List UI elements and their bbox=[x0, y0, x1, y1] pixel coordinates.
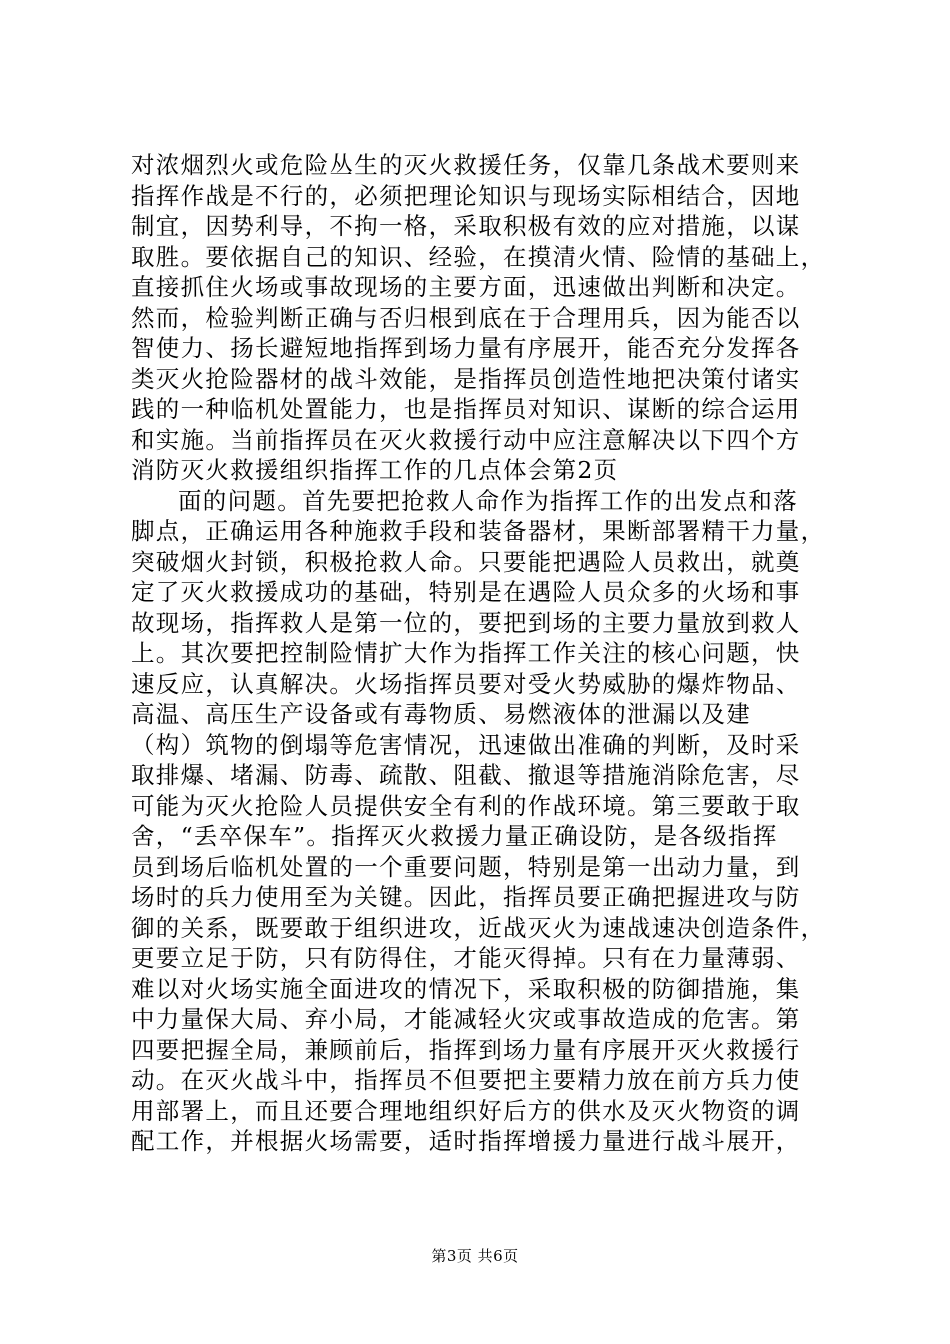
text-line: 御的关系，既要敢于组织进攻，近战灭火为速战速决创造条件， bbox=[131, 913, 826, 942]
text-line: 配工作，并根据火场需要，适时指挥增援力量进行战斗展开， bbox=[131, 1127, 801, 1155]
text-line: 中力量保大局、弃小局，才能减轻火灾或事故造成的危害。第 bbox=[131, 1005, 801, 1033]
text-line: 高温、高压生产设备或有毒物质、易燃液体的泄漏以及建 bbox=[131, 700, 751, 728]
text-line: 四要把握全局，兼顾前后，指挥到场力量有序展开灭火救援行 bbox=[131, 1035, 801, 1064]
document-body bbox=[131, 150, 826, 1157]
text-line: 速反应，认真解决。火场指挥员要对受火势威胁的爆炸物品、 bbox=[131, 669, 801, 698]
text-line: 可能为灭火抢险人员提供安全有利的作战环境。第三要敢于取 bbox=[131, 791, 801, 820]
text-line: 场时的兵力使用至为关键。因此，指挥员要正确把握进攻与防 bbox=[131, 883, 801, 911]
text-line: 对浓烟烈火或危险丛生的灭火救援任务，仅靠几条战术要则来 bbox=[131, 151, 801, 179]
text-line: 制宜，因势利导，不拘一格，采取积极有效的应对措施，以谋 bbox=[131, 212, 801, 240]
text-line: 践的一种临机处置能力，也是指挥员对知识、谋断的综合运用 bbox=[131, 395, 801, 423]
text-line: 脚点，正确运用各种施救手段和装备器材，果断部署精干力量， bbox=[131, 517, 826, 545]
text-line: 取胜。要依据自己的知识、经验，在摸清火情、险情的基础上， bbox=[131, 242, 826, 271]
text-line: 智使力、扬长避短地指挥到场力量有序展开，能否充分发挥各 bbox=[131, 334, 801, 362]
text-line: 取排爆、堵漏、防毒、疏散、阻截、撤退等措施消除危害，尽 bbox=[131, 761, 801, 789]
text-line: 直接抓住火场或事故现场的主要方面，迅速做出判断和决定。 bbox=[131, 273, 801, 301]
text-line: 故现场，指挥救人是第一位的，要把到场的主要力量放到救人 bbox=[131, 608, 801, 637]
embedded-page-header: 消防灭火救援组织指挥工作的几点体会第2页 bbox=[131, 456, 619, 484]
text-line: 指挥作战是不行的，必须把理论知识与现场实际相结合，因地 bbox=[131, 181, 801, 210]
text-line: 面的问题。首先要把抢救人命作为指挥工作的出发点和落 bbox=[178, 486, 798, 515]
page-number-footer: 第3页 共6页 bbox=[431, 1247, 519, 1265]
text-line: 上。其次要把控制险情扩大作为指挥工作关注的核心问题，快 bbox=[131, 639, 801, 667]
text-line: 然而，检验判断正确与否归根到底在于合理用兵，因为能否以 bbox=[131, 303, 801, 332]
text-line: 类灭火抢险器材的战斗效能，是指挥员创造性地把决策付诸实 bbox=[131, 364, 801, 393]
text-line: 用部署上，而且还要合理地组织好后方的供水及灭火物资的调 bbox=[131, 1096, 801, 1125]
text-line: 定了灭火救援成功的基础，特别是在遇险人员众多的火场和事 bbox=[131, 578, 801, 606]
text-line: 难以对火场实施全面进攻的情况下，采取积极的防御措施，集 bbox=[131, 974, 801, 1003]
text-line: 更要立足于防，只有防得住，才能灭得掉。只有在力量薄弱、 bbox=[131, 944, 801, 972]
text-line: 突破烟火封锁，积极抢救人命。只要能把遇险人员救出，就奠 bbox=[131, 547, 801, 576]
text-line: 员到场后临机处置的一个重要问题，特别是第一出动力量，到 bbox=[131, 852, 801, 881]
text-line: 和实施。当前指挥员在灭火救援行动中应注意解决以下四个方 bbox=[131, 425, 801, 454]
text-line: （构）筑物的倒塌等危害情况，迅速做出准确的判断，及时采 bbox=[131, 730, 801, 759]
text-line: 舍，“丢卒保车”。指挥灭火救援力量正确设防，是各级指挥 bbox=[131, 822, 778, 850]
text-line: 动。在灭火战斗中，指挥员不但要把主要精力放在前方兵力使 bbox=[131, 1066, 801, 1094]
